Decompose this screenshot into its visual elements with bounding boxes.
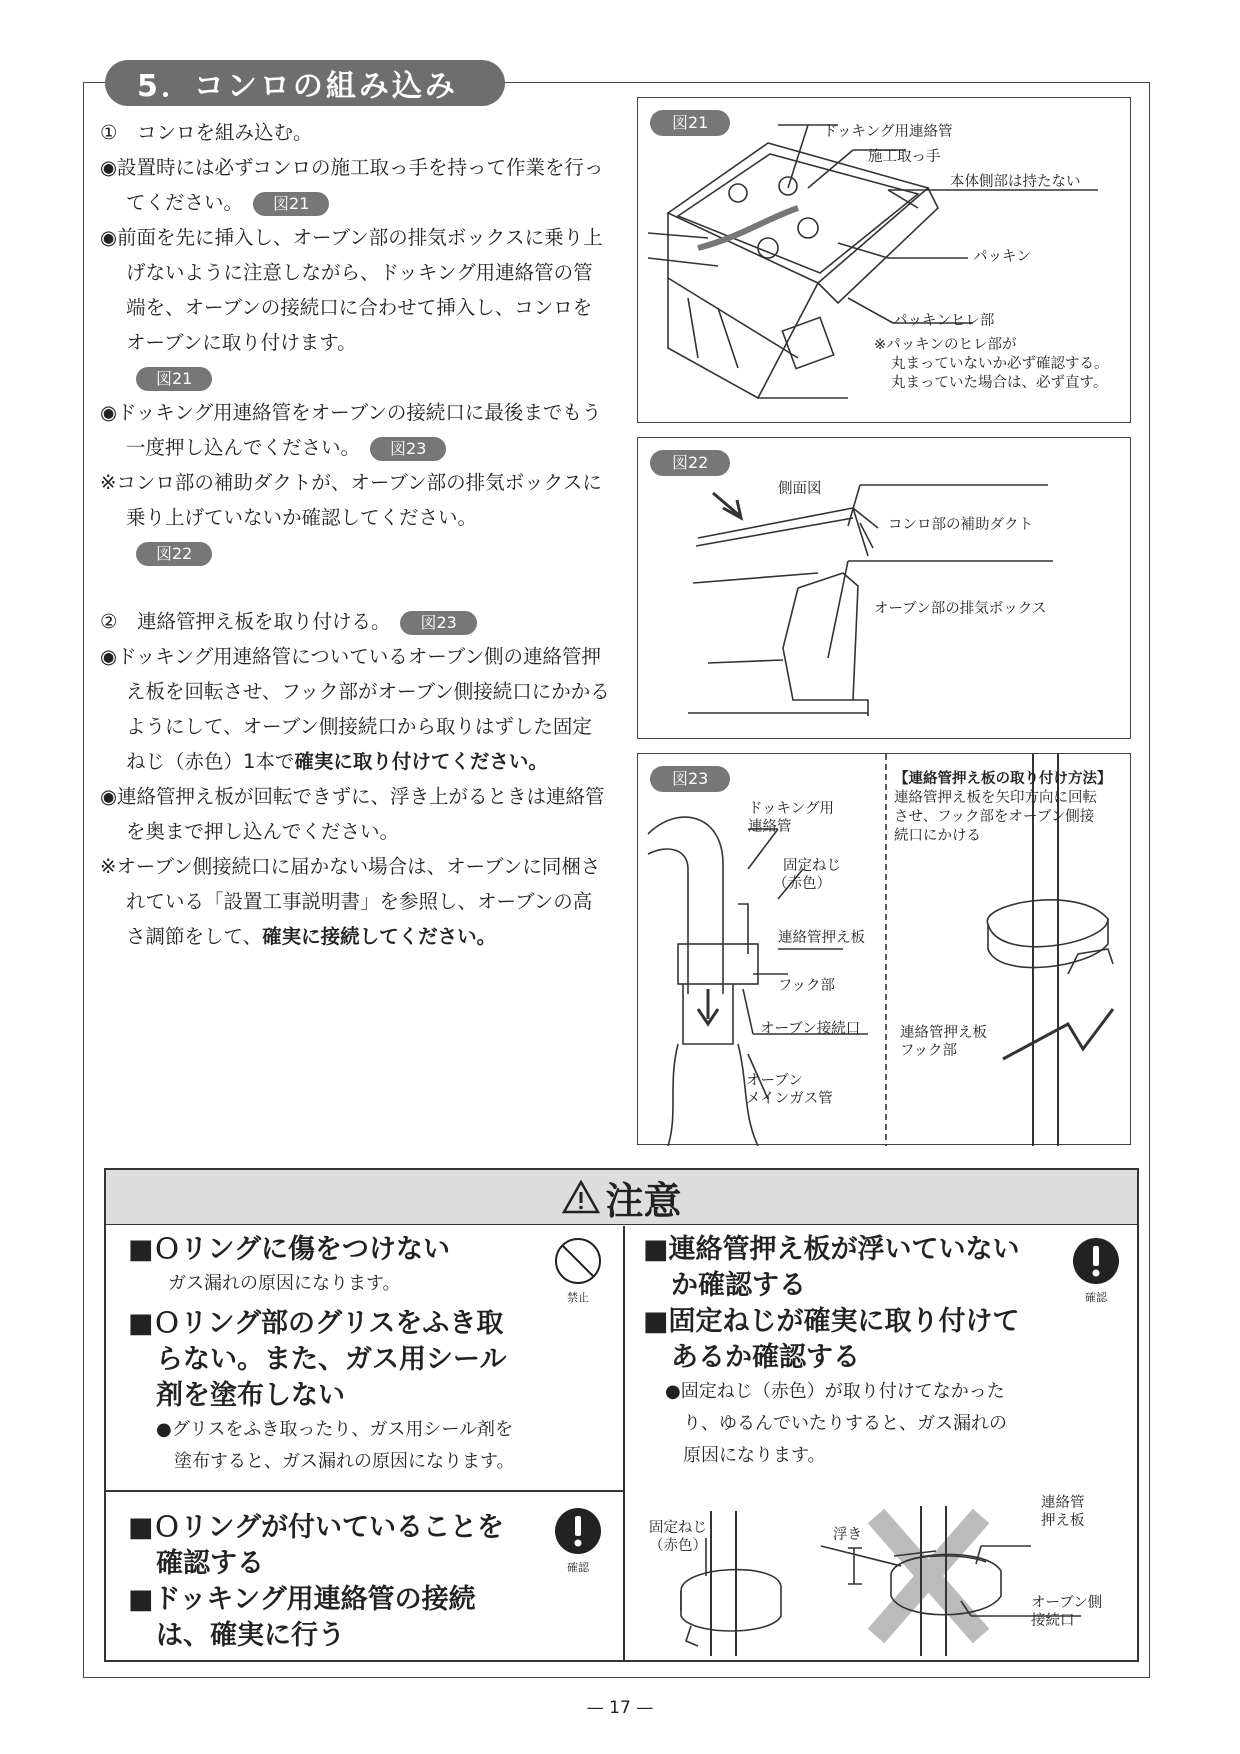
label-red: （赤色） (773, 876, 831, 892)
label-fixing-screw: 固定ねじ (783, 858, 841, 874)
ref-badge: 図23 (370, 437, 446, 461)
caution-a2-line3: 剤を塗布しない (156, 1380, 345, 1411)
label-side-view: 側面図 (778, 481, 822, 497)
method-line-1: 連絡管押え板を矢印方向に回転 (894, 790, 1097, 806)
caution-box (104, 1168, 1139, 1662)
label-floating: 浮き (833, 1527, 862, 1543)
step2-note: ※オーブン側接続口に届かない場合は、オーブンに同梱されている「設置工事説明書」を参照し、オーブンの高さ調節をして、確実に接続してください。 (100, 855, 601, 948)
instructions-column (100, 115, 610, 954)
caution-c1-line1: ■連絡管押え板が浮いていない (643, 1234, 1020, 1265)
caution-c-sub1: ●固定ねじ（赤色）が取り付けてなかった (665, 1381, 1005, 1402)
ref-badge: 図23 (400, 611, 476, 635)
caution-b (128, 1510, 548, 1654)
step1-heading: ① コンロを組み込む。 (100, 121, 313, 144)
label-oven: オーブン (746, 1073, 803, 1089)
note-line-3: 丸まっていた場合は、必ず直す。 (891, 375, 1108, 391)
label-red: （赤色） (649, 1538, 707, 1554)
label-docking-for: ドッキング用 (748, 801, 834, 817)
caution-c-sub2: り、ゆるんでいたりすると、ガス漏れの (683, 1413, 1007, 1434)
warning-triangle-icon (561, 1179, 601, 1215)
caution-header (106, 1170, 1137, 1225)
label-hook-right: フック部 (900, 1043, 957, 1059)
figure-21 (637, 97, 1131, 423)
check-symbol: 確認 (553, 1506, 603, 1575)
section-title: 5．コンロの組み込み (105, 60, 505, 106)
caution-c2-line2: あるか確認する (671, 1342, 860, 1373)
label-do-not-hold: 本体側部は持たない (950, 174, 1081, 190)
caution-a1-sub: ガス漏れの原因になります。 (168, 1273, 401, 1294)
step2-bullet2: ◉連絡管押え板が回転できずに、浮き上がるときは連絡管を奥まで押し込んでください。 (100, 785, 605, 843)
note-line-1: ※パッキンのヒレ部が (874, 337, 1017, 353)
figure-22 (637, 437, 1131, 739)
caution-b2-line2: は、確実に行う (156, 1620, 345, 1651)
label-hook: フック部 (778, 978, 835, 994)
caution-a2-sub1: ●グリスをふき取ったり、ガス用シール剤を (156, 1419, 513, 1440)
label-plate-right: 連絡管押え板 (900, 1025, 987, 1041)
caution-b2-line1: ■ドッキング用連絡管の接続 (128, 1584, 476, 1615)
caution-a2-line2: らない。また、ガス用シール (156, 1344, 507, 1375)
caution-c1-line2: か確認する (671, 1270, 806, 1301)
ref-badge: 図22 (136, 542, 212, 566)
label-docking-pipe: ドッキング用連絡管 (823, 124, 953, 140)
step2-bullet1: ◉ドッキング用連絡管についているオーブン側の連絡管押え板を回転させ、フック部がオーブン側接続口にかかるようにして、オーブン側接続口から取りはずした固定ねじ（赤色）1本で確実に取り付けてください。 (100, 645, 610, 773)
label-aux-duct: コンロ部の補助ダクト (888, 517, 1033, 533)
page-number: — 17 — (586, 1698, 654, 1718)
prohibition-symbol: 禁止 (553, 1236, 603, 1305)
check-symbol: 確認 (1071, 1236, 1121, 1305)
caution-b1-line1: ■Ｏリングが付いていることを (128, 1512, 504, 1543)
caution-a2-line1: ■Ｏリング部のグリスをふき取 (128, 1308, 504, 1339)
caution-b1-line2: 確認する (156, 1548, 264, 1579)
label-pipe: 連絡管 (748, 819, 792, 835)
step1-bullet2: ◉前面を先に挿入し、オーブン部の排気ボックスに乗り上げないように注意しながら、ドッキング用連絡管の管端を、オーブンの接続口に合わせて挿入し、コンロをオーブンに取り付けます。 (100, 226, 603, 354)
step1-bullet3: ◉ドッキング用連絡管をオーブンの接続口に最後までもう一度押し込んでください。 図23 (100, 401, 602, 459)
note-line-2: 丸まっていないか必ず確認する。 (891, 356, 1109, 372)
label-exhaust-box: オーブン部の排気ボックス (874, 601, 1047, 617)
figure-tag: 図22 (650, 450, 730, 476)
caution-divider-vertical (623, 1226, 625, 1660)
step1-bullet1: ◉設置時には必ずコンロの施工取っ手を持って作業を行ってください。 図21 (100, 156, 604, 214)
method-title: 【連絡管押え板の取り付け方法】 (894, 771, 1112, 787)
caution-divider-horizontal (106, 1490, 623, 1492)
step1-note: ※コンロ部の補助ダクトが、オーブン部の排気ボックスに乗り上げていないか確認してください。 (100, 471, 602, 529)
prohibition-icon (553, 1236, 603, 1286)
label-handle: 施工取っ手 (868, 149, 941, 165)
caution-title: 注意 (605, 1178, 682, 1223)
label-plate: 連絡管押え板 (778, 930, 865, 946)
label-oven-side: オーブン側 (1031, 1595, 1103, 1611)
label-fixing-screw: 固定ねじ (649, 1520, 707, 1536)
step2-heading: ② 連絡管押え板を取り付ける。 図23 (100, 604, 610, 639)
label-retaining-plate: 押え板 (1041, 1513, 1085, 1529)
exclamation-icon (553, 1506, 603, 1556)
caution-c (643, 1232, 1063, 1472)
figure-22-illustration (638, 438, 1132, 740)
method-line-2: させ、フック部をオーブン側接 (894, 809, 1095, 825)
exclamation-icon (1071, 1236, 1121, 1286)
figure-tag: 図21 (650, 110, 730, 136)
caution-a1: ■Ｏリングに傷をつけない (128, 1234, 450, 1265)
label-packing-fin: パッキンヒレ部 (893, 313, 995, 329)
figure-tag: 図23 (650, 766, 730, 792)
label-main-gas-pipe: メインガス管 (746, 1091, 833, 1107)
figure-23 (637, 753, 1131, 1145)
label-oven-port: オーブン接続口 (760, 1021, 861, 1037)
ref-badge: 図21 (136, 367, 212, 391)
method-line-3: 続口にかける (894, 828, 981, 844)
ref-badge: 図21 (253, 192, 329, 216)
label-packing: パッキン (973, 249, 1031, 265)
caution-c2-line1: ■固定ねじが確実に取り付けて (643, 1306, 1020, 1337)
caution-a (128, 1232, 548, 1478)
label-connecting-pipe: 連絡管 (1041, 1495, 1085, 1511)
label-connection-port: 接続口 (1031, 1613, 1075, 1629)
caution-c-sub3: 原因になります。 (683, 1445, 826, 1466)
caution-a2-sub2: 塗布すると、ガス漏れの原因になります。 (174, 1451, 515, 1472)
